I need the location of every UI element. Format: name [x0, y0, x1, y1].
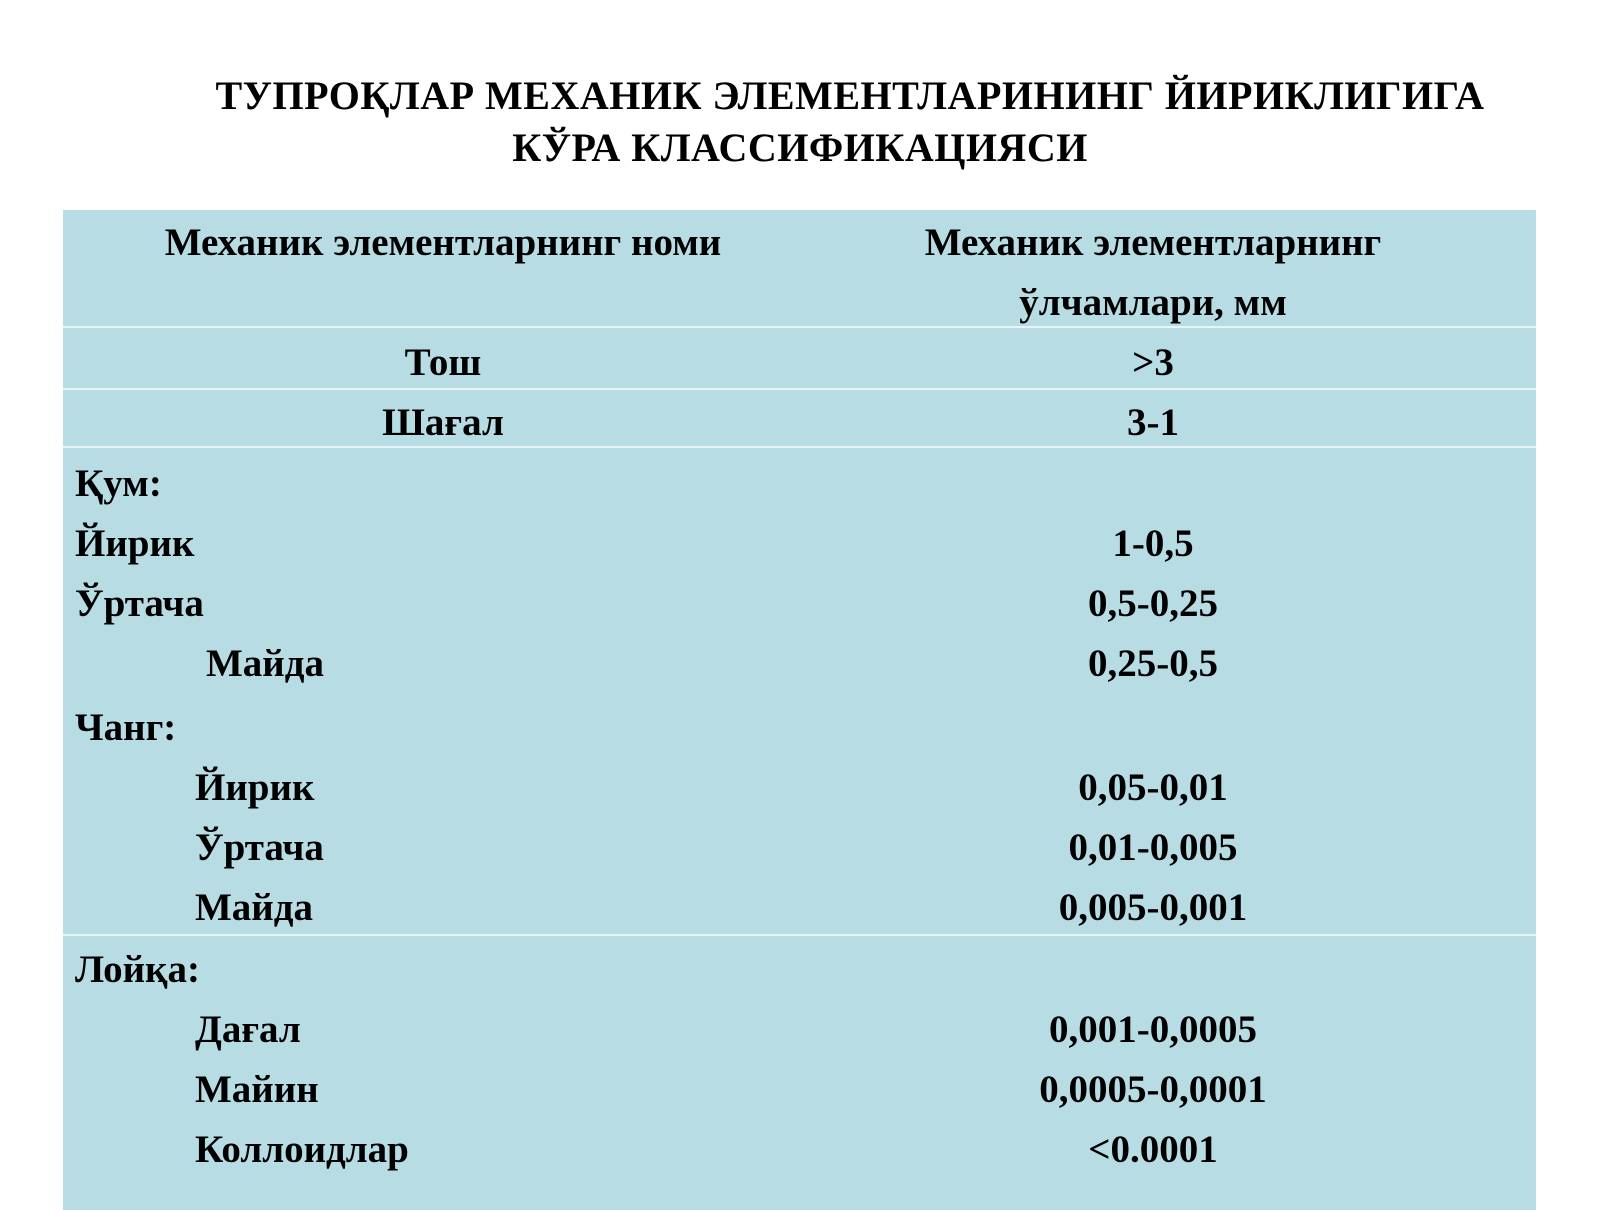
row-name: Қум: [75, 462, 162, 505]
row-name: Тош [404, 341, 482, 384]
row-size: <0.0001 [1088, 1128, 1218, 1171]
row-name: Майда [206, 642, 325, 685]
row-size: 0,05-0,01 [1078, 766, 1228, 809]
table-row-group-sand [63, 448, 1536, 934]
header-name-column: Механик элементларнинг номи [164, 221, 722, 264]
row-name: Дағал [195, 1008, 301, 1051]
table-header-row [63, 210, 1536, 328]
classification-table [63, 210, 1536, 1210]
row-size: 0,5-0,25 [1088, 582, 1218, 625]
row-size: 0,25-0,5 [1088, 642, 1218, 685]
row-name: Ўртача [195, 826, 324, 869]
row-name: Йирик [195, 766, 315, 809]
header-size-column-line-1: Механик элементларнинг [924, 221, 1382, 264]
row-name: Чанг: [75, 706, 177, 749]
row-name: Майин [195, 1068, 319, 1111]
row-size: 0,0005-0,0001 [1039, 1068, 1267, 1111]
header-size-column-line-2: ўлчамлари, мм [1019, 281, 1287, 324]
table-row [63, 390, 1536, 448]
row-name: Йирик [75, 522, 195, 565]
row-name: Коллоидлар [195, 1128, 409, 1171]
row-name: Шағал [382, 401, 504, 444]
row-name: Майда [195, 886, 314, 929]
row-size: 3-1 [1127, 401, 1179, 444]
row-size: 0,005-0,001 [1058, 886, 1248, 929]
row-size: 1-0,5 [1112, 522, 1194, 565]
title-line-1: ТУПРОҚЛАР МЕХАНИК ЭЛЕМЕНТЛАРИНИНГ ЙИРИКЛИГИГА [215, 73, 1485, 118]
page-title [40, 70, 1560, 174]
table-row-group-clay [63, 936, 1536, 1210]
row-size: 0,001-0,0005 [1049, 1008, 1257, 1051]
row-size: 0,01-0,005 [1068, 826, 1238, 869]
row-name: Лойқа: [75, 948, 201, 991]
row-name: Ўртача [75, 582, 204, 625]
row-size: >3 [1132, 341, 1174, 384]
title-line-2: КЎРА КЛАССИФИКАЦИЯСИ [512, 125, 1088, 170]
table-row [63, 328, 1536, 388]
